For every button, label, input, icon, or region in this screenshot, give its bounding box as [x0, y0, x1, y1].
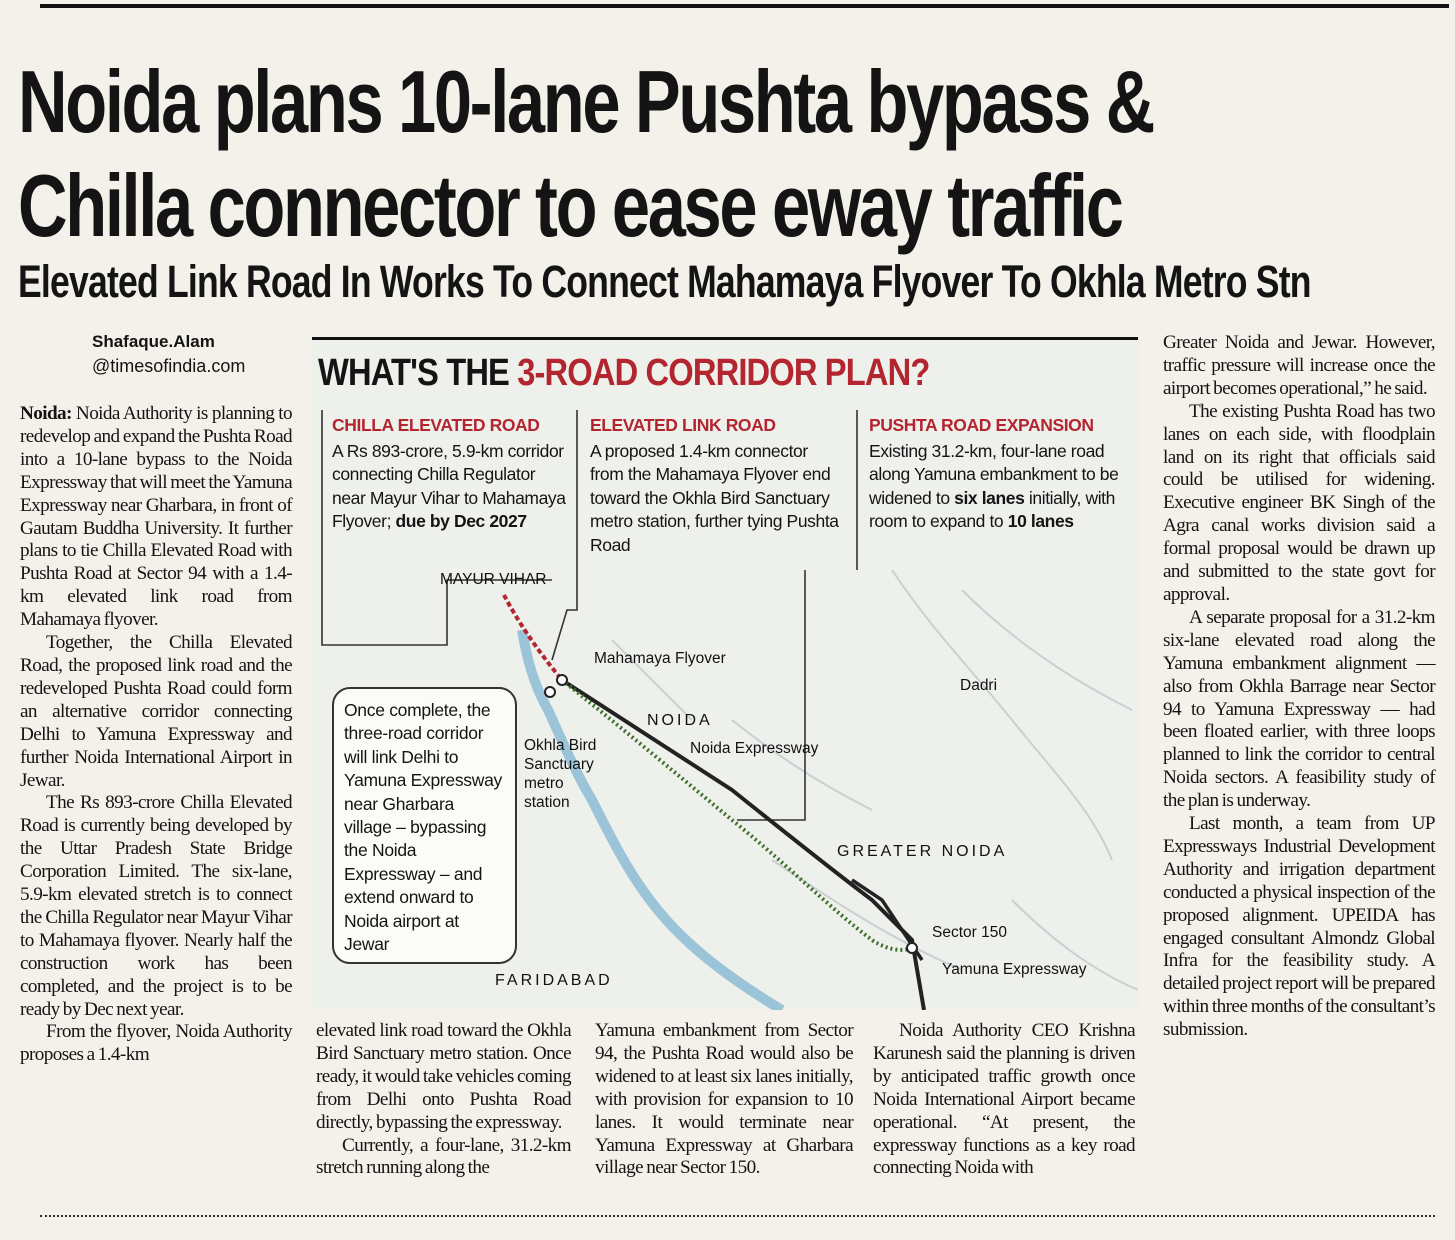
- paragraph: elevated link road toward the Okhla Bird Sanctuary metro station. Once ready, it would take vehicles coming from Delhi onto Pushta Road directly, bypassing the expressway.: [316, 1020, 571, 1133]
- headline: [18, 50, 1153, 258]
- article-column-4: [873, 1020, 1135, 1180]
- paragraph: The existing Pushta Road has two lanes on each side, with floodplain land on its right that officials said could be utilised for widening. Executive engineer BK Singh of the Agra canal works division said a formal proposal would be drawn up and submitted to the state govt for approval.: [1163, 400, 1435, 605]
- box-heading: CHILLA ELEVATED ROAD: [332, 415, 540, 435]
- bottom-divider: [40, 1215, 1435, 1217]
- paragraph: Yamuna embankment from Sector 94, the Pushta Road would also be widened to at least six lanes initially, with provision for expansion to 10 lanes. It would terminate near Yamuna Expressway at Gharbara village near Sector 150.: [595, 1020, 853, 1179]
- pushta-road: [562, 680, 912, 950]
- subhead: Elevated Link Road In Works To Connect Mahamaya Flyover To Okhla Metro Stn: [18, 256, 1311, 307]
- background-road: [892, 570, 1112, 860]
- dateline: Noida:: [20, 403, 72, 424]
- label-okhla-bird-sanctuary: Okhla Bird Sanctuary metro station: [524, 737, 597, 811]
- sector150-marker: [907, 943, 917, 953]
- label-faridabad: FARIDABAD: [495, 972, 613, 989]
- article-column-1: [20, 403, 292, 1067]
- graphic-title: [318, 352, 929, 395]
- box-body: Existing 31.2-km, four-lane road along Yamuna embankment to be widened to: [869, 440, 1119, 508]
- box-body-bold: due by Dec 2027: [395, 511, 527, 531]
- callout-box: Once complete, the three-road corridor will link Delhi to Yamuna Expressway near Gharbara village – bypassing the Noida Expressway – and extend onward to Noida airport at Jewar: [332, 687, 517, 964]
- label-noida-expressway: Noida Expressway: [690, 740, 819, 757]
- article-column-2: [316, 1020, 571, 1180]
- box-body: A Rs 893-crore, 5.9-km corridor connecting Chilla Regulator near Mayur Vihar to Mahamaya Flyover;: [332, 440, 566, 531]
- headline-line-1: Noida plans 10-lane Pushta bypass &: [18, 52, 1153, 151]
- article-column-5: [1163, 332, 1435, 1042]
- box2-leader: [737, 570, 805, 820]
- label-dadri: Dadri: [960, 677, 998, 694]
- box-heading: PUSHTA ROAD EXPANSION: [869, 415, 1094, 435]
- paragraph: Together, the Chilla Elevated Road, the proposed link road and the redeveloped Pushta Road could form an alternative corridor connecting Delhi to Yamuna Expressway and further Noida International Airport in Jewar.: [20, 632, 292, 791]
- label-yamuna-expressway: Yamuna Expressway: [942, 961, 1087, 978]
- paragraph: From the flyover, Noida Authority proposes a 1.4-km: [20, 1021, 292, 1066]
- corridor-graphic: [312, 337, 1138, 1010]
- paragraph: Last month, a team from UP Expressways Industrial Development Authority and irrigation department conducted a physical inspection of the proposed alignment. UPEIDA has engaged consultant Almondz Global Infra for the feasibility study. A detailed project report will be prepared within three months of the consultant’s submission.: [1163, 813, 1435, 1041]
- byline-author: Shafaque.Alam: [92, 332, 215, 351]
- box-heading: ELEVATED LINK ROAD: [590, 415, 776, 435]
- box-body: initially, with room to expand to: [869, 487, 1115, 531]
- article-column-3: [595, 1020, 853, 1180]
- graphic-title-prefix: WHAT'S THE: [318, 352, 518, 394]
- mahamaya-marker: [557, 675, 567, 685]
- top-rule: [40, 4, 1449, 8]
- graphic-title-accent: 3-ROAD CORRIDOR PLAN?: [517, 352, 930, 394]
- background-road: [732, 720, 872, 810]
- background-road: [772, 860, 962, 970]
- paragraph: [20, 403, 292, 632]
- byline: [92, 330, 262, 378]
- box-body-bold: six lanes: [954, 487, 1025, 508]
- chilla-elevated-road-box: [332, 414, 572, 534]
- label-greater-noida: GREATER NOIDA: [837, 843, 1008, 860]
- paragraph: Greater Noida and Jewar. However, traffic pressure will increase once the airport becomes operational,” he said.: [1163, 332, 1435, 399]
- paragraph: Currently, a four-lane, 31.2-km stretch running along the: [316, 1134, 571, 1179]
- background-roads: [612, 570, 1138, 990]
- paragraph-text: Noida Authority is planning to redevelop and expand the Pushta Road into a 10-lane bypass to the Noida Expressway that will meet the Yamuna Expressway near Gharbara, in front of Gautam Buddha University. It further plans to tie Chilla Elevated Road with Pushta Road at Sector 94 with a 1.4-km elevated link road from Mahamaya flyover.: [20, 403, 292, 631]
- pushta-road-expansion-box: [869, 414, 1131, 534]
- paragraph: The Rs 893-crore Chilla Elevated Road is currently being developed by the Uttar Pradesh State Bridge Corporation Limited. The six-lane, 5.9-km elevated stretch is to connect the Chilla Regulator near Mayur Vihar to Mahamaya flyover. Nearly half the construction work has been completed, and the project is to be ready by Dec next year.: [20, 792, 292, 1020]
- label-sector-150: Sector 150: [932, 924, 1007, 941]
- label-mahamaya-flyover: Mahamaya Flyover: [594, 650, 726, 667]
- label-mayur-vihar: MAYUR VIHAR: [440, 571, 547, 588]
- byline-email: @timesofindia.com: [92, 356, 246, 376]
- box-body: A proposed 1.4-km connector from the Mahamaya Flyover end toward the Okhla Bird Sanctuary metro station, further tying Pushta Road: [590, 440, 839, 555]
- paragraph: Noida Authority CEO Krishna Karunesh said the planning is driven by anticipated traffic growth once Noida International Airport became operational. “At present, the expressway functions as a key road connecting Noida with: [873, 1020, 1135, 1179]
- okhla-marker: [545, 687, 555, 697]
- label-noida: NOIDA: [647, 712, 713, 729]
- headline-line-2: Chilla connector to ease eway traffic: [18, 156, 1122, 255]
- elevated-link-road-box: [590, 414, 840, 557]
- box-body-bold: 10 lanes: [1007, 511, 1074, 531]
- paragraph: A separate proposal for a 31.2-km six-lane elevated road along the Yamuna embankment alignment — also from Okhla Barrage near Sector 94 to Yamuna Expressway — had been floated earlier, with three loops planned to link the corridor to central Noida sectors. A feasibility study of the plan is underway.: [1163, 606, 1435, 812]
